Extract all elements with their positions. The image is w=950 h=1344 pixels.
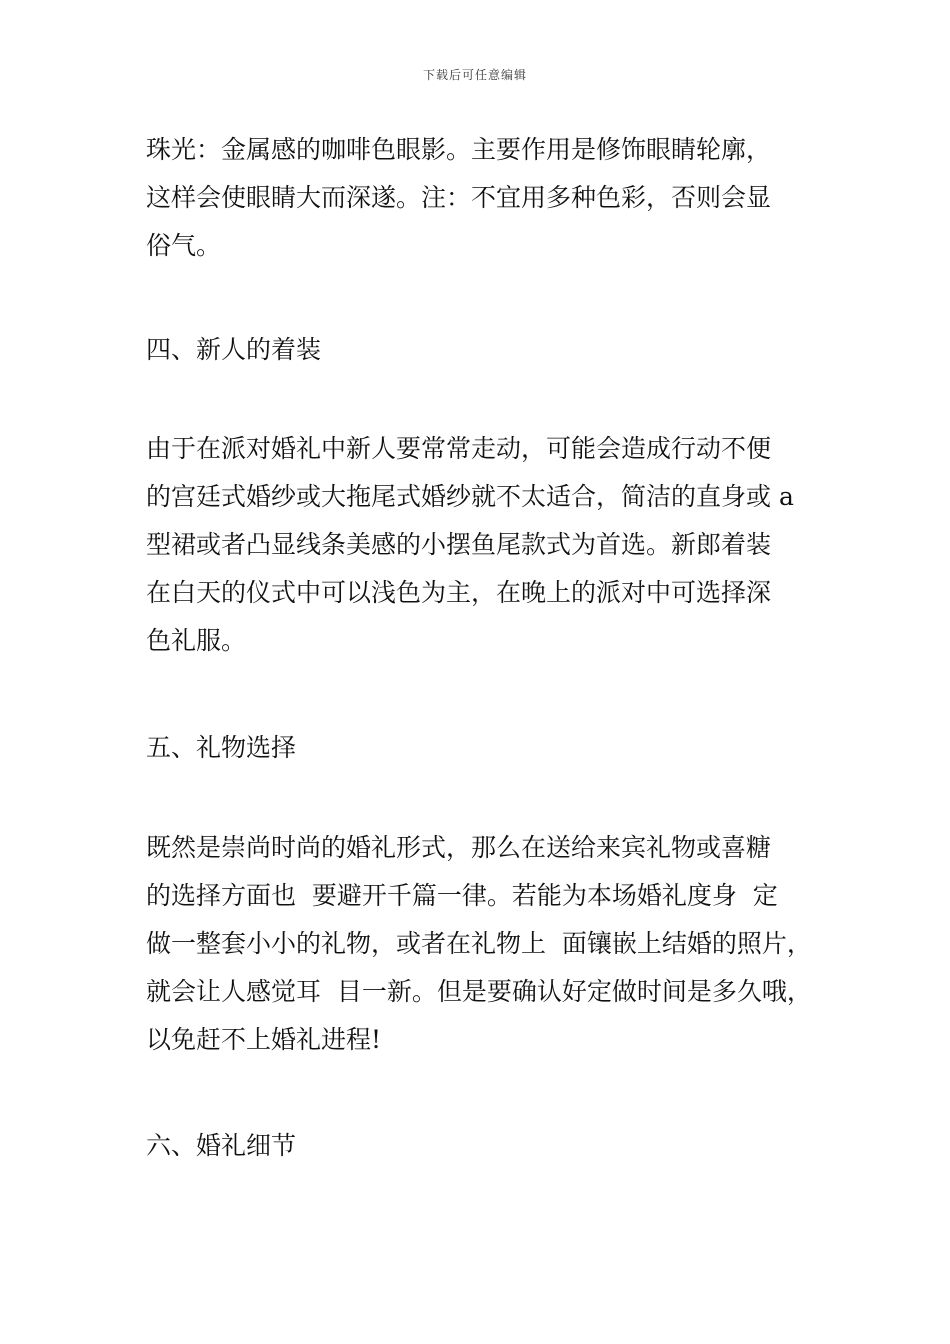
text-line: 俗气。 [146, 231, 222, 260]
paragraph-gifts [146, 824, 826, 1064]
page-header: 下载后可任意编辑 [422, 68, 527, 82]
text-line: 珠光：金属感的咖啡色眼影。主要作用是修饰眼睛轮廓， [146, 135, 772, 164]
text-line: 既然是崇尚时尚的婚礼形式，那么在送给来宾礼物或喜糖 [146, 833, 772, 862]
section-heading-details [146, 1122, 826, 1170]
text-line: 以免赶不上婚礼进程! [146, 1025, 382, 1054]
section-heading-attire [146, 326, 826, 374]
text-line: 型裙或者凸显线条美感的小摆鱼尾款式为首选。新郎着装 [146, 530, 772, 559]
text-line: 这样会使眼睛大而深遂。注：不宜用多种色彩，否则会显 [146, 183, 772, 212]
paragraph-attire [146, 425, 826, 665]
text-line: 的宫廷式婚纱或大拖尾式婚纱就不太适合，简洁的直身或 a [146, 482, 794, 511]
text-line: 做一整套小小的礼物，或者在礼物上 面镶嵌上结婚的照片， [146, 929, 812, 958]
text-line: 色礼服。 [146, 626, 247, 655]
heading-text: 六、婚礼细节 [146, 1131, 297, 1160]
heading-text: 五、礼物选择 [146, 733, 297, 762]
text-line: 在白天的仪式中可以浅色为主，在晚上的派对中可选择深 [146, 578, 772, 607]
text-line: 由于在派对婚礼中新人要常常走动，可能会造成行动不便 [146, 434, 772, 463]
paragraph-eyeshadow [146, 126, 826, 270]
text-line: 的选择方面也 要避开千篇一律。若能为本场婚礼度身 定 [146, 881, 778, 910]
text-line: 就会让人感觉耳 目一新。但是要确认好定做时间是多久哦， [146, 977, 812, 1006]
heading-text: 四、新人的着装 [146, 335, 322, 364]
section-heading-gifts [146, 724, 826, 772]
